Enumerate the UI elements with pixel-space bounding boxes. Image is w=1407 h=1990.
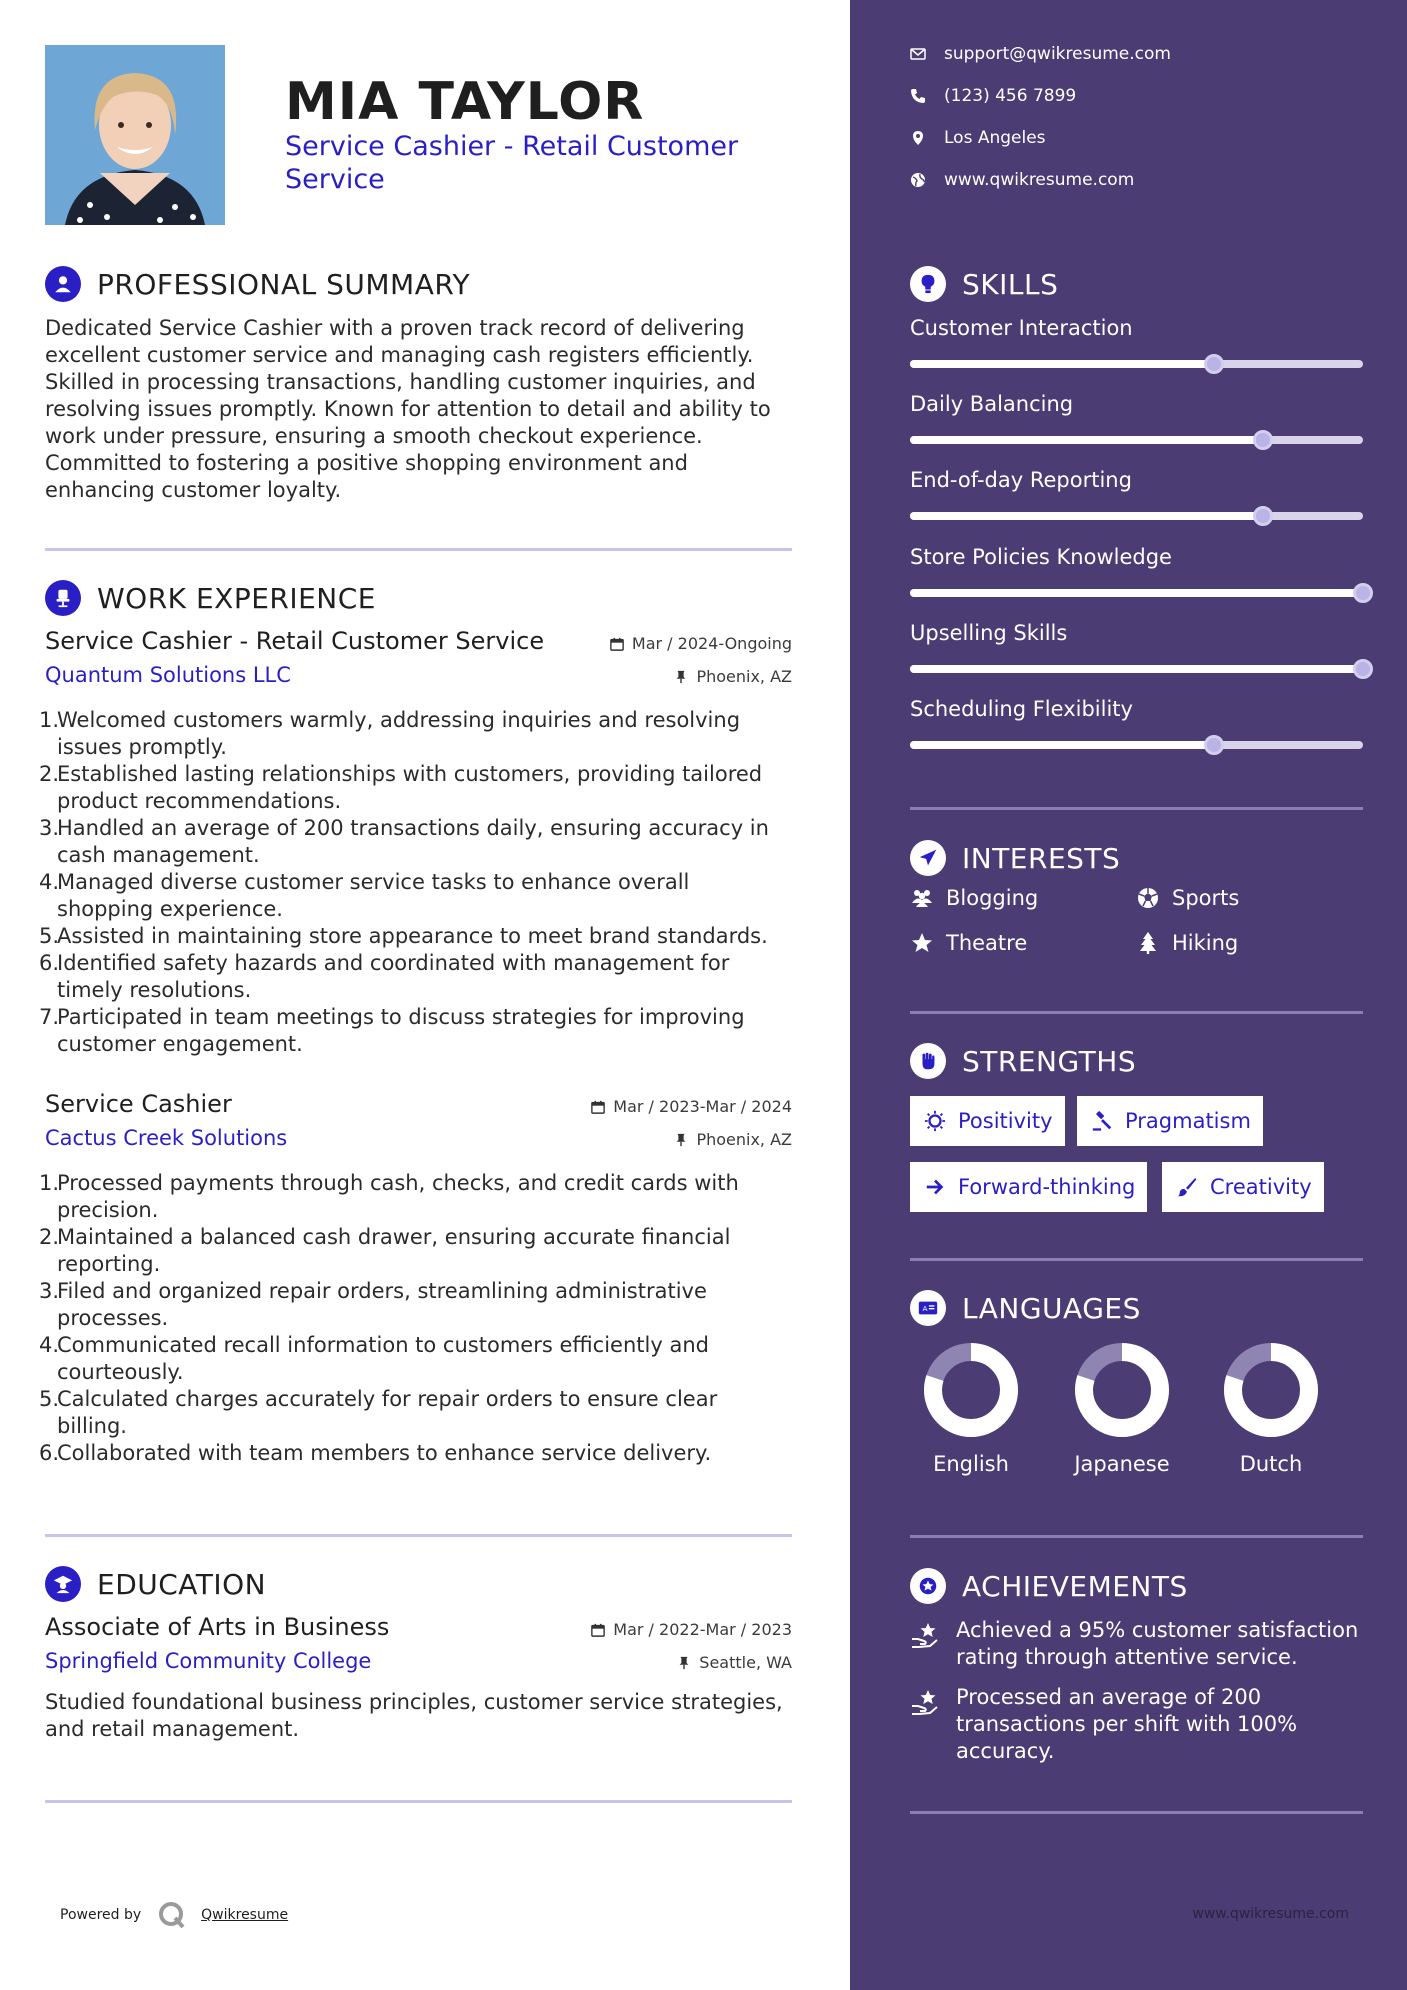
profile-photo bbox=[45, 45, 225, 225]
list-item: 5. Assisted in maintaining store appearance to meet brand standards. bbox=[39, 924, 768, 948]
calendar-icon bbox=[610, 637, 624, 651]
skill-item: Customer Interaction bbox=[910, 316, 1363, 368]
paper-plane-icon bbox=[910, 840, 946, 876]
skill-item: Daily Balancing bbox=[910, 392, 1363, 444]
job-location: Phoenix, AZ bbox=[610, 660, 792, 693]
location-pin-icon bbox=[910, 130, 926, 146]
pushpin-icon bbox=[674, 1133, 688, 1147]
interest-item: Hiking bbox=[1136, 931, 1238, 955]
interest-item: Sports bbox=[1136, 886, 1239, 910]
list-item: 4. Communicated recall information to customers efficiently and courteously. bbox=[39, 1333, 709, 1384]
office-chair-icon bbox=[45, 580, 81, 616]
interest-item: Blogging bbox=[910, 886, 1038, 910]
section-divider bbox=[910, 1535, 1363, 1538]
language-item: Japanese bbox=[1067, 1342, 1177, 1476]
education-heading: EDUCATION bbox=[45, 1566, 266, 1602]
list-item: 1. Processed payments through cash, checks, and credit cards with precision. bbox=[39, 1171, 739, 1222]
tree-icon bbox=[1136, 931, 1160, 955]
achievements-heading: ACHIEVEMENTS bbox=[910, 1568, 1188, 1604]
powered-by: Powered by Qwikresume bbox=[60, 1900, 288, 1930]
job-meta bbox=[591, 1090, 792, 1156]
school-name: Springfield Community College bbox=[45, 1649, 372, 1673]
list-item: 3. Handled an average of 200 transactions daily, ensuring accuracy in cash management. bbox=[39, 816, 769, 867]
experience-heading: WORK EXPERIENCE bbox=[45, 580, 376, 616]
summary-text: Dedicated Service Cashier with a proven track record of delivering excellent customer service and managing cash registers efficiently. Skilled in processing transactions, handling customer inquiries, and resolving issues promptly. Known for attention to detail and ability to work under pressure, ensuring a smooth checkout experience. Committed to fostering a positive shopping environment and enhancing customer loyalty. bbox=[45, 316, 771, 502]
lightbulb-icon bbox=[910, 266, 946, 302]
section-divider bbox=[910, 807, 1363, 810]
contact-location: Los Angeles bbox=[910, 128, 1046, 148]
achievement-item: Processed an average of 200 transactions per shift with 100% accuracy. bbox=[910, 1684, 1363, 1765]
skill-item: Store Policies Knowledge bbox=[910, 545, 1363, 597]
hand-star-icon bbox=[910, 1619, 942, 1651]
user-icon bbox=[45, 266, 81, 302]
strength-chip: Creativity bbox=[1162, 1162, 1324, 1212]
candidate-name: MIA TAYLOR bbox=[285, 72, 645, 132]
strength-chip: Forward-thinking bbox=[910, 1162, 1147, 1212]
people-icon bbox=[910, 886, 934, 910]
list-item: 6. Collaborated with team members to enhance service delivery. bbox=[39, 1441, 712, 1465]
brand-link[interactable]: Qwikresume bbox=[201, 1907, 289, 1923]
skill-bar bbox=[910, 589, 1363, 597]
section-divider bbox=[910, 1811, 1363, 1814]
envelope-icon bbox=[910, 46, 926, 62]
education-dates: Mar / 2022-Mar / 2023 bbox=[591, 1613, 792, 1646]
graduate-icon bbox=[45, 1566, 81, 1602]
strength-chip: Pragmatism bbox=[1077, 1096, 1263, 1146]
list-item: 7. Participated in team meetings to discuss strategies for improving customer engagement. bbox=[39, 1005, 745, 1056]
svg-text:A: A bbox=[922, 1304, 928, 1314]
footer-website[interactable]: www.qwikresume.com bbox=[1192, 1906, 1349, 1922]
summary-heading: PROFESSIONAL SUMMARY bbox=[45, 266, 470, 302]
language-icon bbox=[910, 1290, 946, 1326]
skill-item: End-of-day Reporting bbox=[910, 468, 1363, 520]
candidate-title: Service Cashier - Retail Customer Service bbox=[285, 131, 739, 195]
language-ring bbox=[1223, 1342, 1319, 1438]
job-meta bbox=[610, 627, 792, 693]
interests-heading: INTERESTS bbox=[910, 840, 1120, 876]
language-ring bbox=[1074, 1342, 1170, 1438]
section-divider bbox=[910, 1011, 1363, 1014]
skill-bar bbox=[910, 741, 1363, 749]
language-ring bbox=[923, 1342, 1019, 1438]
job-title: Service Cashier - Retail Customer Service bbox=[45, 627, 545, 655]
list-item: 6. Identified safety hazards and coordinated with management for timely resolutions. bbox=[39, 951, 730, 1002]
star-icon bbox=[910, 931, 934, 955]
raised-fist-icon bbox=[910, 1043, 946, 1079]
language-item: English bbox=[916, 1342, 1026, 1476]
strengths-heading: STRENGTHS bbox=[910, 1043, 1136, 1079]
phone-icon bbox=[910, 88, 926, 104]
section-divider bbox=[910, 1258, 1363, 1261]
list-item: 5. Calculated charges accurately for repair orders to ensure clear billing. bbox=[39, 1387, 718, 1438]
interest-item: Theatre bbox=[910, 931, 1027, 955]
strength-chip: Positivity bbox=[910, 1096, 1065, 1146]
list-item: 2. Established lasting relationships with customers, providing tailored product recommendations. bbox=[39, 762, 763, 813]
education-meta bbox=[591, 1613, 792, 1679]
skill-item: Scheduling Flexibility bbox=[910, 697, 1363, 749]
job-company: Cactus Creek Solutions bbox=[45, 1126, 288, 1150]
section-divider bbox=[45, 548, 792, 551]
list-item: 4. Managed diverse customer service tasks to enhance overall shopping experience. bbox=[39, 870, 690, 921]
contact-email[interactable]: support@qwikresume.com bbox=[910, 44, 1171, 64]
job-bullets bbox=[39, 1170, 792, 1467]
calendar-icon bbox=[591, 1623, 605, 1637]
contact-phone[interactable]: (123) 456 7899 bbox=[910, 86, 1076, 106]
job-company: Quantum Solutions LLC bbox=[45, 663, 291, 687]
gavel-icon bbox=[1091, 1110, 1113, 1132]
job-location: Phoenix, AZ bbox=[591, 1123, 792, 1156]
skill-bar bbox=[910, 360, 1363, 368]
skill-bar bbox=[910, 512, 1363, 520]
list-item: 2. Maintained a balanced cash drawer, ensuring accurate financial reporting. bbox=[39, 1225, 731, 1276]
education-location: Seattle, WA bbox=[591, 1646, 792, 1679]
skill-bar bbox=[910, 665, 1363, 673]
education-description: Studied foundational business principles, customer service strategies, and retail management. bbox=[45, 1690, 783, 1741]
hand-star-icon bbox=[910, 1686, 942, 1718]
award-star-icon bbox=[910, 1568, 946, 1604]
job-title: Service Cashier bbox=[45, 1090, 232, 1118]
list-item: 1. Welcomed customers warmly, addressing inquiries and resolving issues promptly. bbox=[39, 708, 741, 759]
job-dates: Mar / 2024-Ongoing bbox=[610, 627, 792, 660]
achievement-item: Achieved a 95% customer satisfaction rating through attentive service. bbox=[910, 1617, 1363, 1671]
sidebar bbox=[850, 0, 1407, 1990]
qwikresume-logo-icon bbox=[157, 1900, 187, 1930]
section-divider bbox=[45, 1534, 792, 1537]
language-item: Dutch bbox=[1216, 1342, 1326, 1476]
education-entry bbox=[45, 1613, 792, 1743]
globe-icon bbox=[910, 172, 926, 188]
skill-item: Upselling Skills bbox=[910, 621, 1363, 673]
calendar-icon bbox=[591, 1100, 605, 1114]
job-entry bbox=[39, 1090, 792, 1467]
arrow-right-icon bbox=[924, 1176, 946, 1198]
section-divider bbox=[45, 1800, 792, 1803]
job-dates: Mar / 2023-Mar / 2024 bbox=[591, 1090, 792, 1123]
degree-title: Associate of Arts in Business bbox=[45, 1613, 390, 1641]
pushpin-icon bbox=[674, 670, 688, 684]
job-entry bbox=[39, 627, 792, 1058]
languages-heading: A LANGUAGES bbox=[910, 1290, 1141, 1326]
list-item: 3. Filed and organized repair orders, streamlining administrative processes. bbox=[39, 1279, 707, 1330]
soccer-ball-icon bbox=[1136, 886, 1160, 910]
job-bullets bbox=[39, 707, 792, 1058]
contact-website[interactable]: www.qwikresume.com bbox=[910, 170, 1134, 190]
paintbrush-icon bbox=[1176, 1176, 1198, 1198]
sun-icon bbox=[924, 1110, 946, 1132]
skills-heading: SKILLS bbox=[910, 266, 1058, 302]
pushpin-icon bbox=[677, 1656, 691, 1670]
skill-bar bbox=[910, 436, 1363, 444]
